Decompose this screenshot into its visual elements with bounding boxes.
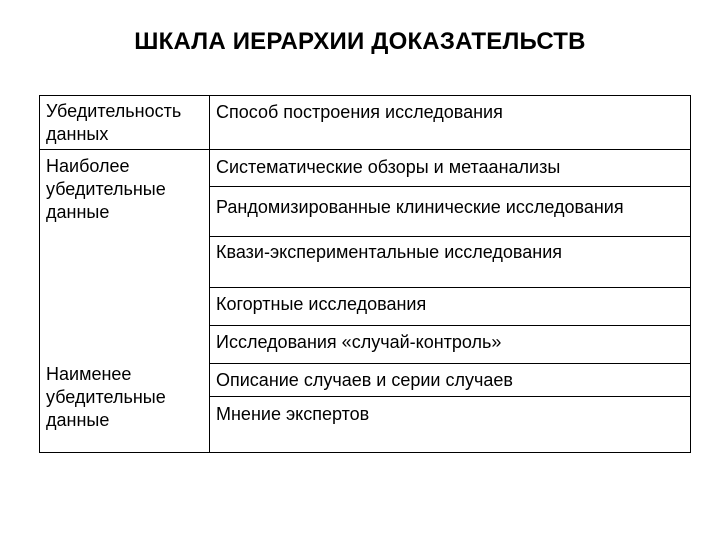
study-design-row: Когортные исследования [216, 294, 427, 314]
row-divider [209, 325, 690, 326]
study-design-row: Исследования «случай-контроль» [216, 332, 502, 352]
header-cell-study-design: Способ построения исследования [216, 102, 503, 122]
weakest-evidence-label: Наименее убедительные данные [46, 364, 166, 430]
study-design-row: Описание случаев и серии случаев [216, 370, 513, 390]
row-divider [209, 363, 690, 364]
row-divider [209, 396, 690, 397]
row-divider [209, 287, 690, 288]
study-design-row: Мнение экспертов [216, 404, 370, 424]
study-design-row: Квази-экспериментальные исследования [216, 242, 562, 262]
row-divider [209, 186, 690, 187]
header-cell-strength: Убедительность данных [46, 101, 182, 144]
strongest-evidence-label: Наиболее убедительные данные [46, 156, 166, 222]
evidence-hierarchy-table [39, 95, 691, 453]
header-divider [40, 149, 690, 150]
study-design-row: Систематические обзоры и метаанализы [216, 157, 561, 177]
study-design-row: Рандомизированные клинические исследования [216, 197, 624, 217]
page-title: ШКАЛА ИЕРАРХИИ ДОКАЗАТЕЛЬСТВ [134, 28, 586, 55]
row-divider [209, 236, 690, 237]
